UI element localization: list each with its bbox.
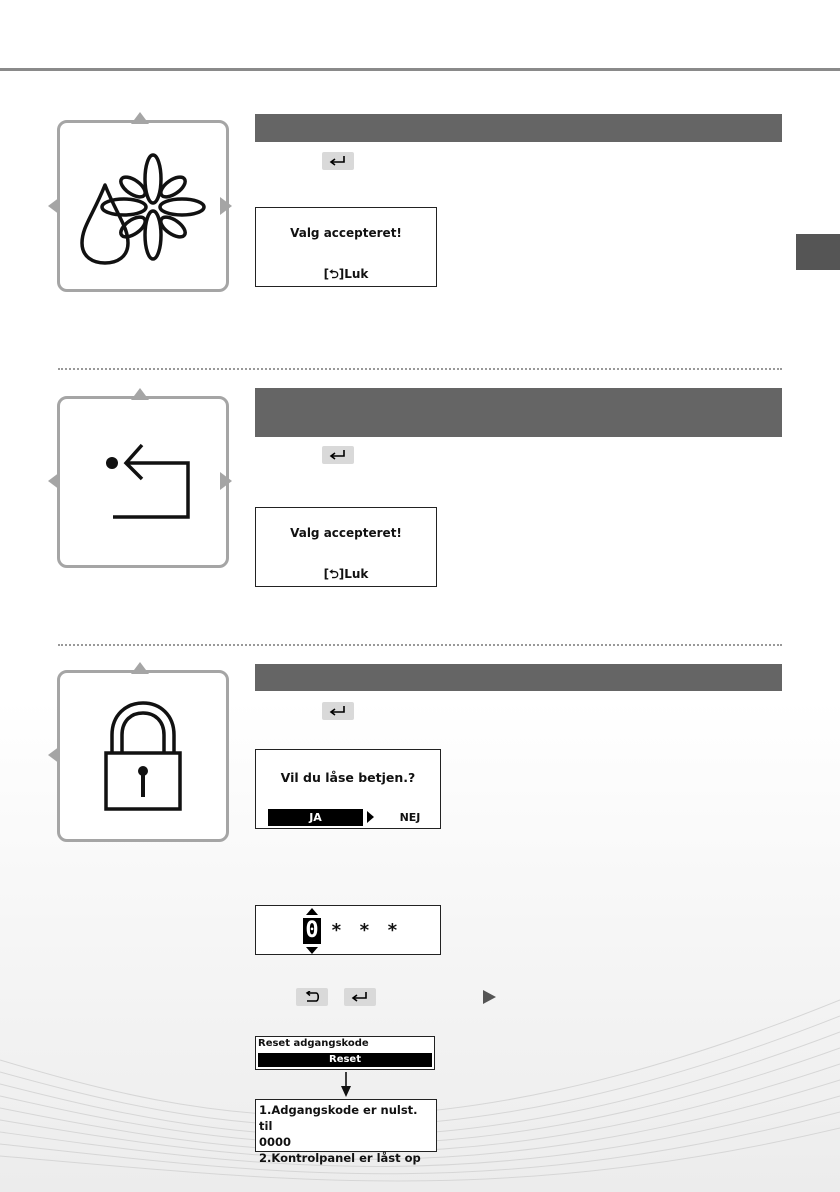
enter-key-icon [322, 152, 354, 170]
reset-menu-title: Reset adgangskode [258, 1038, 369, 1049]
section-divider [58, 644, 782, 646]
digit-down-arrow-icon [306, 947, 318, 954]
lock-question: Vil du låse betjen.? [280, 770, 416, 785]
return-arrow-icon [60, 399, 226, 565]
padlock-icon [60, 673, 226, 839]
enter-key-icon [322, 702, 354, 720]
reset-button[interactable]: Reset [258, 1053, 432, 1067]
top-rule [0, 68, 840, 71]
lcd-close-hint: [⮌]Luk [323, 567, 369, 581]
section-header-bar [255, 114, 782, 142]
lcd-message: Valg accepteret! [290, 226, 402, 240]
result-line: 2.Kontrolpanel er låst op [259, 1151, 421, 1165]
back-key-icon [296, 988, 328, 1006]
section-header-bar [255, 388, 782, 437]
nav-up-arrow-icon [131, 112, 149, 124]
enter-key-icon [344, 988, 376, 1006]
lock-confirm-dialog [255, 749, 441, 829]
result-line: 0000 [259, 1135, 292, 1149]
lcd-display [255, 207, 437, 287]
nav-left-arrow-icon [48, 746, 60, 764]
icon-frame [57, 396, 229, 568]
section-header-bar [255, 664, 782, 691]
nav-right-arrow-icon [220, 472, 232, 490]
down-arrow-icon [340, 1072, 352, 1098]
passcode-display [255, 905, 441, 955]
enter-key-icon [322, 446, 354, 464]
passcode-digit[interactable]: 0 [303, 918, 321, 944]
masked-digit: * [359, 920, 370, 941]
nav-left-arrow-icon [48, 472, 60, 490]
selection-pointer-icon [367, 811, 374, 823]
lcd-display [255, 507, 437, 587]
no-option[interactable]: NEJ [399, 811, 421, 824]
plasma-droplet-icon [60, 123, 226, 289]
reset-passcode-menu [255, 1036, 435, 1070]
nav-left-arrow-icon [48, 197, 60, 215]
digit-up-arrow-icon [306, 908, 318, 915]
play-icon [483, 990, 496, 1004]
chapter-tab [796, 234, 840, 270]
nav-right-arrow-icon [220, 197, 232, 215]
section-divider [58, 368, 782, 370]
nav-up-arrow-icon [131, 662, 149, 674]
icon-frame [57, 120, 229, 292]
icon-frame [57, 670, 229, 842]
masked-digit: * [387, 920, 398, 941]
reset-result-message [255, 1099, 437, 1165]
lcd-message: Valg accepteret! [290, 526, 402, 540]
nav-up-arrow-icon [131, 388, 149, 400]
masked-digit: * [331, 920, 342, 941]
lcd-close-hint: [⮌]Luk [323, 267, 369, 281]
result-line: 1.Adgangskode er nulst. til [259, 1103, 418, 1133]
yes-option[interactable]: JA [268, 809, 363, 826]
